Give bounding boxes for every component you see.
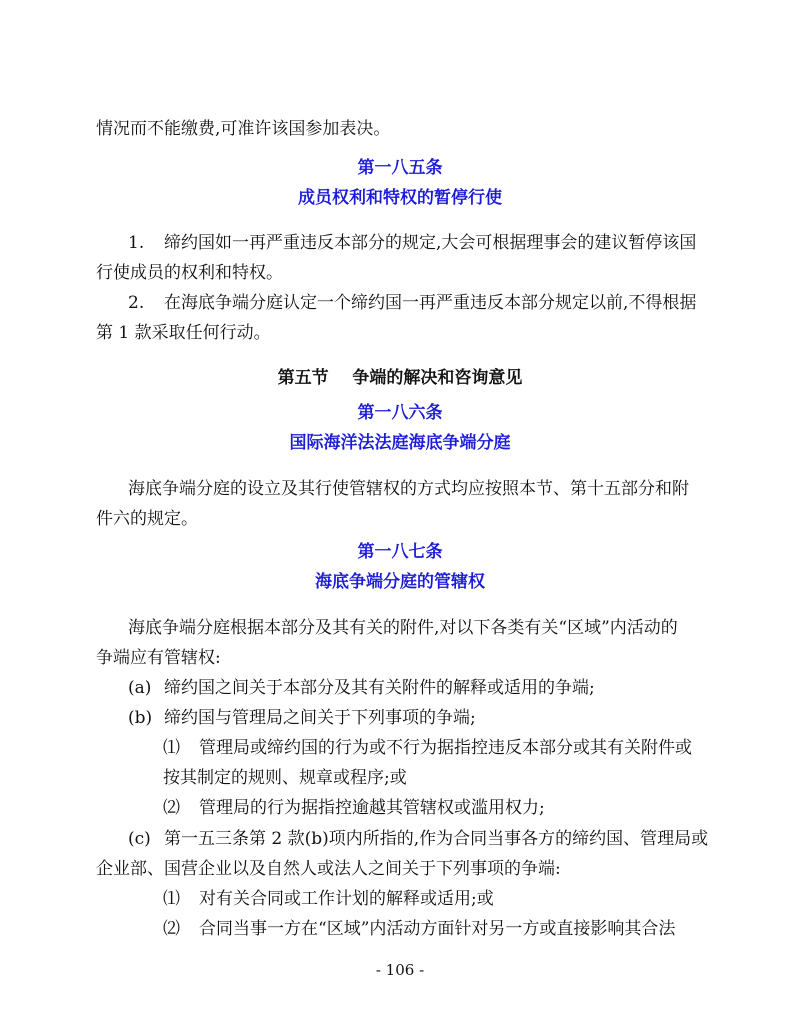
art187-intro-line1: 海底争端分庭根据本部分及其有关的附件,对以下各类有关“区域”内活动的 — [128, 618, 678, 638]
item-c1-text: 对有关合同或工作计划的解释或适用;或 — [199, 889, 494, 909]
item-b1-line1 — [163, 737, 692, 759]
item-c-label: (c) — [128, 829, 151, 849]
item-a — [128, 677, 595, 699]
item-b2 — [163, 797, 545, 819]
item-b1-text1: 管理局或缔约国的行为或不行为据指控违反本部分或其有关附件或 — [199, 738, 692, 758]
item-b1-label: ⑴ — [163, 738, 180, 758]
paragraph-continuation: 情况而不能缴费,可准许该国参加表决。 — [96, 119, 391, 139]
item-c-line2: 企业部、国营企业以及自然人或法人之间关于下列事项的争端: — [96, 859, 561, 879]
art185-para1-number: 1. — [128, 233, 145, 253]
article-186-subtitle: 国际海洋法法庭海底争端分庭 — [289, 433, 511, 453]
item-c2-label: ⑵ — [163, 919, 180, 939]
art185-para1-line2: 行使成员的权利和特权。 — [96, 263, 283, 283]
item-b — [128, 707, 476, 729]
section-5-heading: 第五节 争端的解决和咨询意见 — [277, 368, 523, 388]
item-c2-text: 合同当事一方在“区域”内活动方面针对另一方或直接影响其合法 — [199, 919, 676, 939]
art187-intro-line2: 争端应有管辖权: — [96, 648, 221, 668]
item-c-text1: 第一五三条第 2 款(b)项内所指的,作为合同当事各方的缔约国、管理局或 — [164, 829, 709, 849]
art186-line2: 件六的规定。 — [96, 509, 198, 529]
article-187-title: 第一八七条 — [357, 542, 443, 562]
art185-para2-line2: 第 1 款采取任何行动。 — [96, 323, 271, 343]
item-c2 — [163, 918, 675, 940]
art185-para2-line1 — [128, 292, 696, 314]
item-b2-text: 管理局的行为据指控逾越其管辖权或滥用权力; — [199, 798, 545, 818]
art185-para1-text1: 缔约国如一再严重违反本部分的规定,大会可根据理事会的建议暂停该国 — [164, 233, 697, 253]
article-185-subtitle: 成员权利和特权的暂停行使 — [298, 188, 502, 208]
item-a-text: 缔约国之间关于本部分及其有关附件的解释或适用的争端; — [164, 678, 595, 698]
item-c-line1 — [128, 828, 708, 850]
item-b2-label: ⑵ — [163, 798, 180, 818]
item-a-label: (a) — [128, 678, 152, 698]
art186-line1: 海底争端分庭的设立及其行使管辖权的方式均应按照本节、第十五部分和附 — [128, 479, 689, 499]
art185-para1-line1 — [128, 232, 696, 254]
art185-para2-text1: 在海底争端分庭认定一个缔约国一再严重违反本部分规定以前,不得根据 — [164, 293, 697, 313]
art185-para2-number: 2. — [128, 293, 145, 313]
item-b-label: (b) — [128, 708, 153, 728]
article-187-subtitle: 海底争端分庭的管辖权 — [315, 572, 485, 592]
item-b1-line2: 按其制定的规则、规章或程序;或 — [163, 768, 407, 788]
item-b-text: 缔约国与管理局之间关于下列事项的争端; — [164, 708, 476, 728]
item-c1 — [163, 888, 494, 910]
item-c1-label: ⑴ — [163, 889, 180, 909]
page-number: - 106 - — [375, 961, 425, 979]
article-186-title: 第一八六条 — [357, 403, 443, 423]
article-185-title: 第一八五条 — [357, 158, 443, 178]
